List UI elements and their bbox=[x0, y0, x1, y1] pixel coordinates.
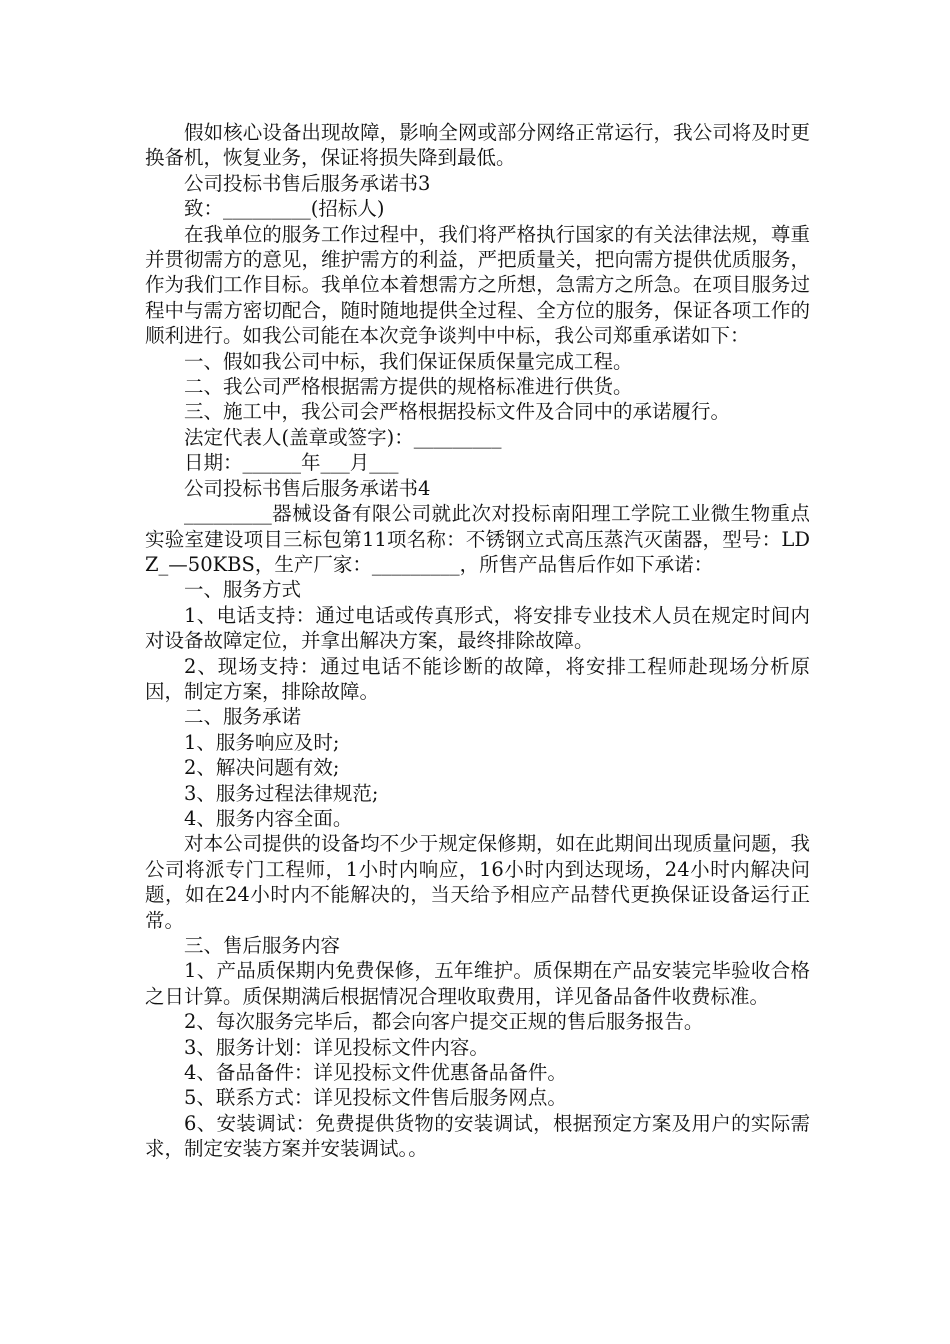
service-commitment-4: 4、服务内容全面。 bbox=[184, 806, 353, 830]
section-service-method: 一、服务方式 bbox=[184, 578, 302, 602]
legal-representative-line: 法定代表人(盖章或签字)：_________ bbox=[184, 425, 502, 449]
paragraph-warranty-response: 对本公司提供的设备均不少于规定保修期，如在此期间出现质量问题，我公司将派专门工程师，1小时内响应，16小时内到达现场，24小时内解决问题，如在24小时内不能解决的，当天给予相应产品替代更换保证设备运行正常。 bbox=[145, 832, 810, 932]
section-service-commitment: 二、服务承诺 bbox=[184, 705, 302, 729]
document-page bbox=[145, 120, 810, 1162]
paragraph-equipment-company: _________器械设备有限公司就此次对投标南阳理工学院工业微生物重点实验室建设项目三标包第11项名称：不锈钢立式高压蒸汽灭菌器，型号：LDZ_—50KBS，生产厂家：_________，所售产品售后作如下承诺： bbox=[145, 502, 810, 576]
paragraph-core-equipment-failure: 假如核心设备出现故障，影响全网或部分网络正常运行，我公司将及时更换备机，恢复业务，保证将损失降到最低。 bbox=[145, 121, 810, 170]
addressee-line: 致：_________(招标人) bbox=[184, 197, 385, 221]
after-sales-item-1: 1、产品质保期内免费保修，五年维护。质保期在产品安装完毕验收合格之日计算。质保期满后根据情况合理收取费用，详见备品备件收费标准。 bbox=[145, 959, 810, 1008]
commitment-item-2: 二、我公司严格根据需方提供的规格标准进行供货。 bbox=[184, 375, 633, 399]
service-method-onsite: 2、现场支持：通过电话不能诊断的故障，将安排工程师赴现场分析原因，制定方案，排除故障。 bbox=[145, 654, 810, 703]
section-after-sales-content: 三、售后服务内容 bbox=[184, 934, 341, 957]
commitment-item-3: 三、施工中，我公司会严格根据投标文件及合同中的承诺履行。 bbox=[184, 400, 731, 424]
after-sales-item-2: 2、每次服务完毕后，都会向客户提交正规的售后服务报告。 bbox=[184, 1010, 704, 1034]
paragraph-service-intro: 在我单位的服务工作过程中，我们将严格执行国家的有关法律法规，尊重并贯彻需方的意见，维护需方的利益，严把质量关，把向需方提供优质服务，作为我们工作目标。我单位本着想需方之所想，急需方之所急。在项目服务过程中与需方密切配合，随时随地提供全过程、全方位的服务，保证各项工作的顺利进行。如我公司能在本次竞争谈判中中标，我公司郑重承诺如下： bbox=[145, 222, 810, 348]
commitment-item-1: 一、假如我公司中标，我们保证保质保量完成工程。 bbox=[184, 349, 633, 373]
after-sales-item-5: 5、联系方式：详见投标文件售后服务网点。 bbox=[184, 1086, 567, 1110]
date-line: 日期：______年___月___ bbox=[184, 451, 399, 475]
heading-commitment-4: 公司投标书售后服务承诺书4 bbox=[184, 476, 431, 500]
after-sales-item-4: 4、备品备件：详见投标文件优惠备品备件。 bbox=[184, 1061, 567, 1085]
service-commitment-2: 2、解决问题有效; bbox=[184, 756, 340, 780]
after-sales-item-6: 6、安装调试：免费提供货物的安装调试，根据预定方案及用户的实际需求，制定安装方案并安装调试。。 bbox=[145, 1111, 810, 1161]
after-sales-item-3: 3、服务计划：详见投标文件内容。 bbox=[184, 1035, 489, 1059]
service-commitment-1: 1、服务响应及时; bbox=[184, 730, 340, 754]
service-commitment-3: 3、服务过程法律规范; bbox=[184, 781, 379, 805]
service-method-phone: 1、电话支持：通过电话或传真形式，将安排专业技术人员在规定时间内对设备故障定位，并拿出解决方案，最终排除故障。 bbox=[145, 603, 810, 653]
heading-commitment-3: 公司投标书售后服务承诺书3 bbox=[184, 171, 431, 195]
